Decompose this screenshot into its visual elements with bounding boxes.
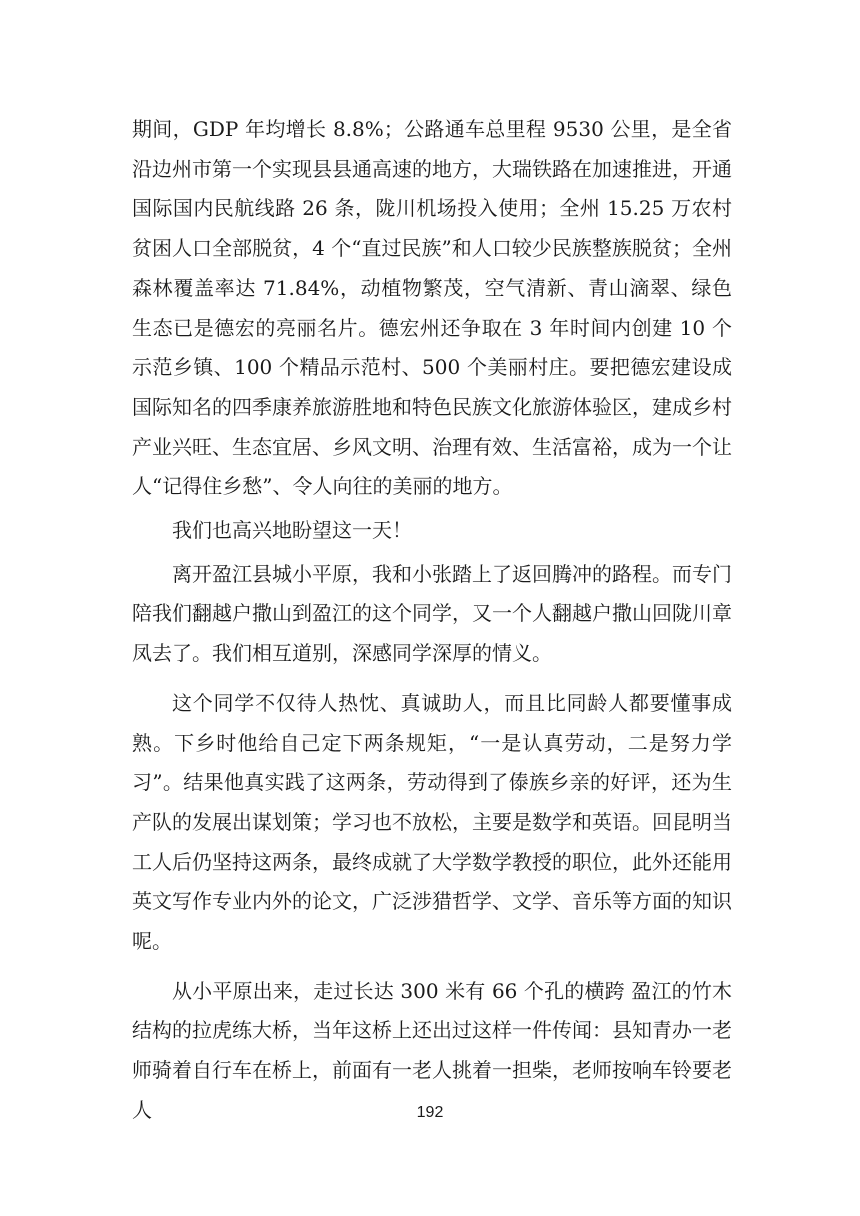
body-text [132,110,732,1131]
paragraph-hope: 我们也高兴地盼望这一天！ [172,518,412,543]
paragraph-bridge: 从小平原出来，走过长达 300 米有 66 个孔的横跨 盈江的竹木结构的拉虎练大桥，当年这桥上还出过这样一件传闻：县知青办一老师骑着自行车在桥上，前面有一老人挑着一担柴，老师按响车铃要老人 [132,978,732,1122]
paragraph-departure: 离开盈江县城小平原，我和小张踏上了返回腾冲的路程。而专门陪我们翻越户撒山到盈江的这个同学，又一个人翻越户撒山回陇川章凤去了。我们相互道别，深感同学深厚的情义。 [132,561,732,666]
paragraph-classmate: 这个同学不仅待人热忱、真诚助人，而且比同龄人都要懂事成熟。下乡时他给自己定下两条规矩，“一是认真劳动，二是努力学习”。结果他真实践了这两条，劳动得到了傣族乡亲的好评，还为生产队的发展出谋划策；学习也不放松，主要是数学和英语。回昆明当工人后仍坚持这两条，最终成就了大学数学教授的职位，此外还能用英文写作专业内外的论文，广泛涉猎哲学、文学、音乐等方面的知识呢。 [132,690,732,954]
page-number: 192 [416,1104,444,1121]
paragraph-continuation: 期间，GDP 年均增长 8.8%；公路通车总里程 9530 公里，是全省沿边州市第一个实现县县通高速的地方，大瑞铁路在加速推进，开通国际国内民航线路 26 条，陇川机场投入使用；全州 15.25 万农村贫困人口全部脱贫，4 个“直过民族”和人口较少民族整族脱贫；全州森林覆盖率达 71.84%，动植物繁茂，空气清新、青山滴翠、绿色生态已是德宏的亮丽名片。德宏州还争取在 3 年时间内创建 10 个示范乡镇、100 个精品示范村、500 个美丽村庄。要把德宏建设成国际知名的四季康养旅游胜地和特色民族文化旅游体验区，建成乡村产业兴旺、生态宜居、乡风文明、治理有效、生活富裕，成为一个让人“记得住乡愁”、令人向往的美丽的地方。 [132,117,732,499]
